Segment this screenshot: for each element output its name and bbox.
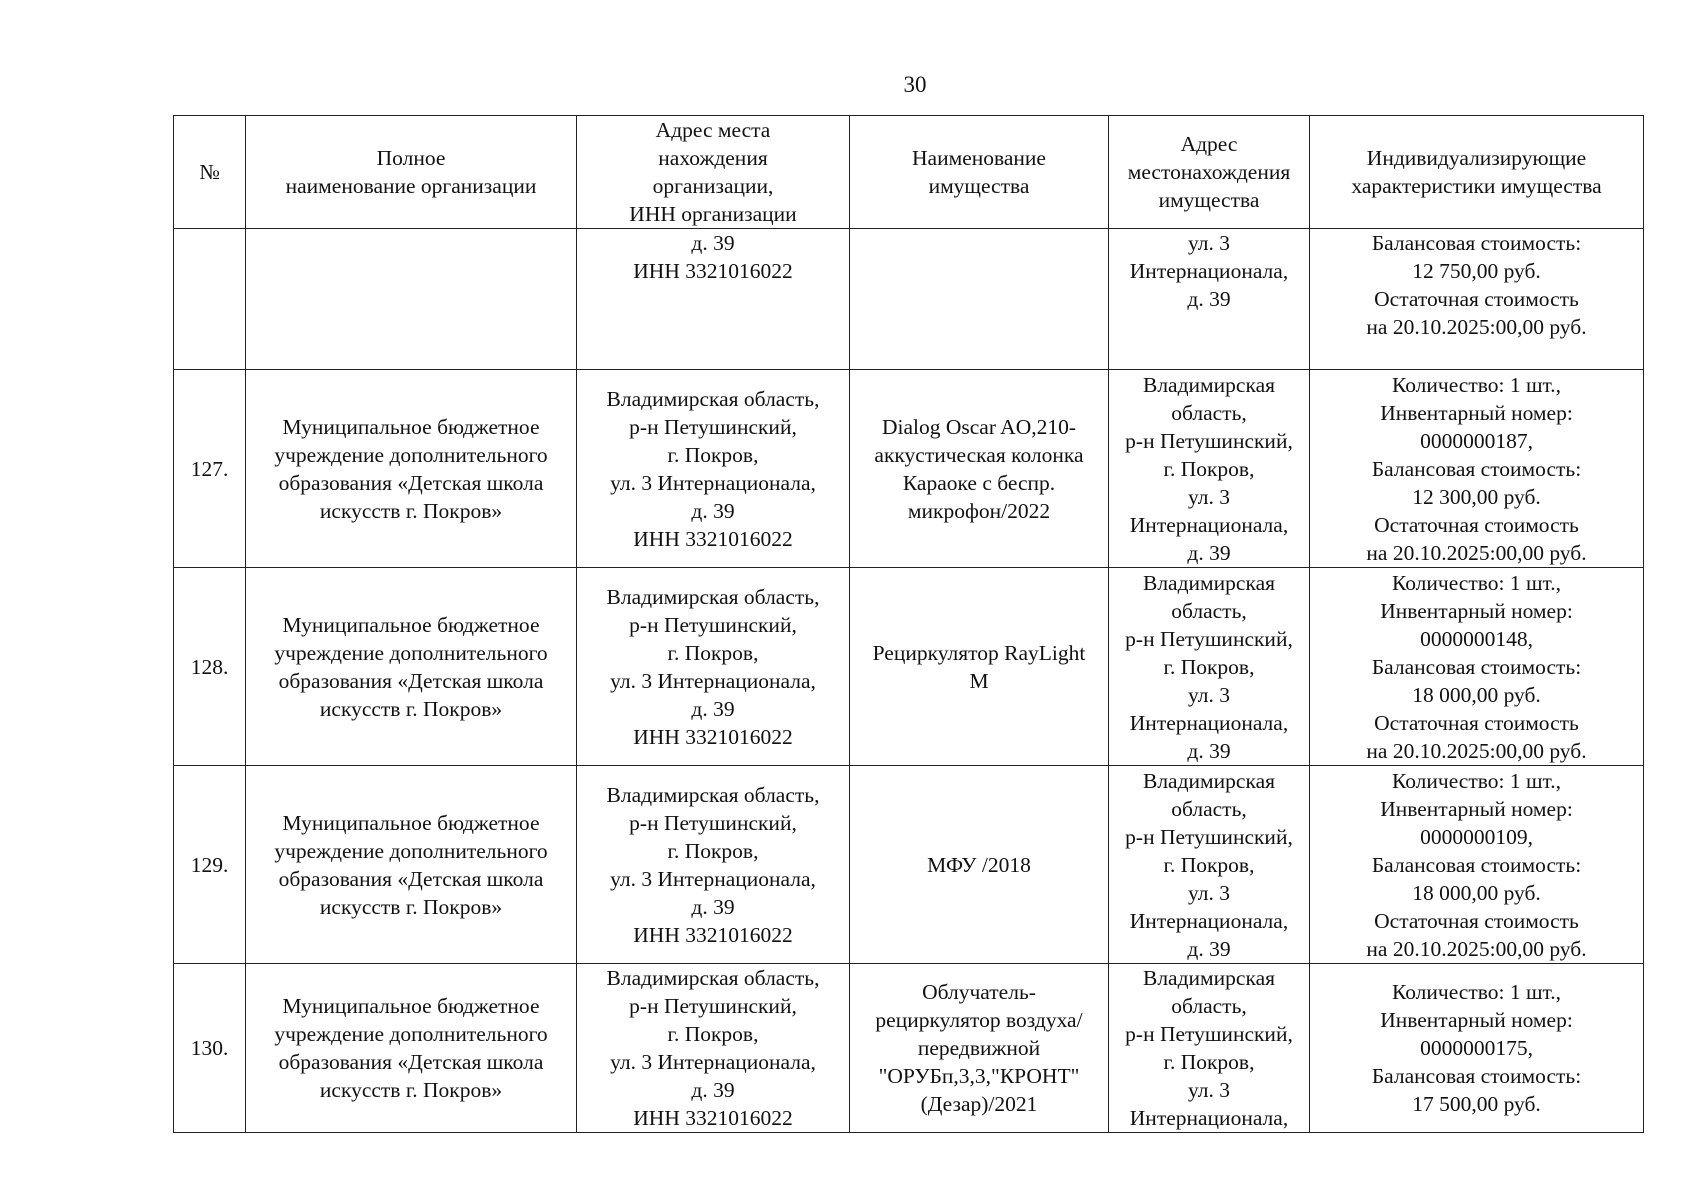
header-organization-address: Адрес места нахождения организации, ИНН организации <box>577 116 850 229</box>
cell-property-name: Рециркулятор RayLight M <box>850 568 1109 766</box>
cell-characteristics: Количество: 1 шт., Инвентарный номер: 0000000109, Балансовая стоимость: 18 000,00 руб. Остаточная стоимость на 20.10.2025:00,00 руб. <box>1310 766 1644 964</box>
cell-property-name: Dialog Oscar AO,210- аккустическая колонка Караоке с беспр. микрофон/2022 <box>850 370 1109 568</box>
cell-organization <box>246 229 577 370</box>
cell-characteristics: Балансовая стоимость: 12 750,00 руб. Остаточная стоимость на 20.10.2025:00,00 руб. <box>1310 229 1644 370</box>
header-property-name: Наименование имущества <box>850 116 1109 229</box>
cell-location: ул. 3 Интернационала, д. 39 <box>1109 229 1310 370</box>
cell-location: Владимирская область, р-н Петушинский, г. Покров, ул. 3 Интернационала, <box>1109 964 1310 1133</box>
cell-address: д. 39 ИНН 3321016022 <box>577 229 850 370</box>
page-number: 30 <box>903 72 927 97</box>
cell-location: Владимирская область, р-н Петушинский, г. Покров, ул. 3 Интернационала, д. 39 <box>1109 568 1310 766</box>
property-table <box>173 115 1644 1133</box>
table-row <box>174 568 1644 766</box>
cell-organization: Муниципальное бюджетное учреждение дополнительного образования «Детская школа искусств г. Покров» <box>246 964 577 1133</box>
cell-property-name <box>850 229 1109 370</box>
cell-characteristics: Количество: 1 шт., Инвентарный номер: 0000000187, Балансовая стоимость: 12 300,00 руб. Остаточная стоимость на 20.10.2025:00,00 руб. <box>1310 370 1644 568</box>
cell-address: Владимирская область, р-н Петушинский, г. Покров, ул. 3 Интернационала, д. 39 ИНН 3321016022 <box>577 964 850 1133</box>
cell-location: Владимирская область, р-н Петушинский, г. Покров, ул. 3 Интернационала, д. 39 <box>1109 766 1310 964</box>
cell-address: Владимирская область, р-н Петушинский, г. Покров, ул. 3 Интернационала, д. 39 ИНН 3321016022 <box>577 766 850 964</box>
cell-number: 129. <box>174 766 246 964</box>
table-header-row <box>174 116 1644 229</box>
header-property-characteristics: Индивидуализирующие характеристики имущества <box>1310 116 1644 229</box>
header-property-location: Адрес местонахождения имущества <box>1109 116 1310 229</box>
table-row <box>174 370 1644 568</box>
cell-organization: Муниципальное бюджетное учреждение дополнительного образования «Детская школа искусств г. Покров» <box>246 370 577 568</box>
table-row <box>174 964 1644 1133</box>
cell-organization: Муниципальное бюджетное учреждение дополнительного образования «Детская школа искусств г. Покров» <box>246 766 577 964</box>
cell-address: Владимирская область, р-н Петушинский, г. Покров, ул. 3 Интернационала, д. 39 ИНН 3321016022 <box>577 370 850 568</box>
table-row <box>174 229 1644 370</box>
cell-address: Владимирская область, р-н Петушинский, г. Покров, ул. 3 Интернационала, д. 39 ИНН 3321016022 <box>577 568 850 766</box>
cell-characteristics: Количество: 1 шт., Инвентарный номер: 0000000148, Балансовая стоимость: 18 000,00 руб. Остаточная стоимость на 20.10.2025:00,00 руб. <box>1310 568 1644 766</box>
cell-characteristics: Количество: 1 шт., Инвентарный номер: 0000000175, Балансовая стоимость: 17 500,00 руб. <box>1310 964 1644 1133</box>
cell-property-name: Облучатель- рециркулятор воздуха/ передвижной "ОРУБп,3,3,"КРОНТ" (Дезар)/2021 <box>850 964 1109 1133</box>
cell-property-name: МФУ /2018 <box>850 766 1109 964</box>
header-number: № <box>174 116 246 229</box>
cell-number: 128. <box>174 568 246 766</box>
cell-number: 127. <box>174 370 246 568</box>
cell-location: Владимирская область, р-н Петушинский, г. Покров, ул. 3 Интернационала, д. 39 <box>1109 370 1310 568</box>
cell-number: 130. <box>174 964 246 1133</box>
header-organization-name: Полное наименование организации <box>246 116 577 229</box>
table-row <box>174 766 1644 964</box>
cell-number <box>174 229 246 370</box>
cell-organization: Муниципальное бюджетное учреждение дополнительного образования «Детская школа искусств г. Покров» <box>246 568 577 766</box>
